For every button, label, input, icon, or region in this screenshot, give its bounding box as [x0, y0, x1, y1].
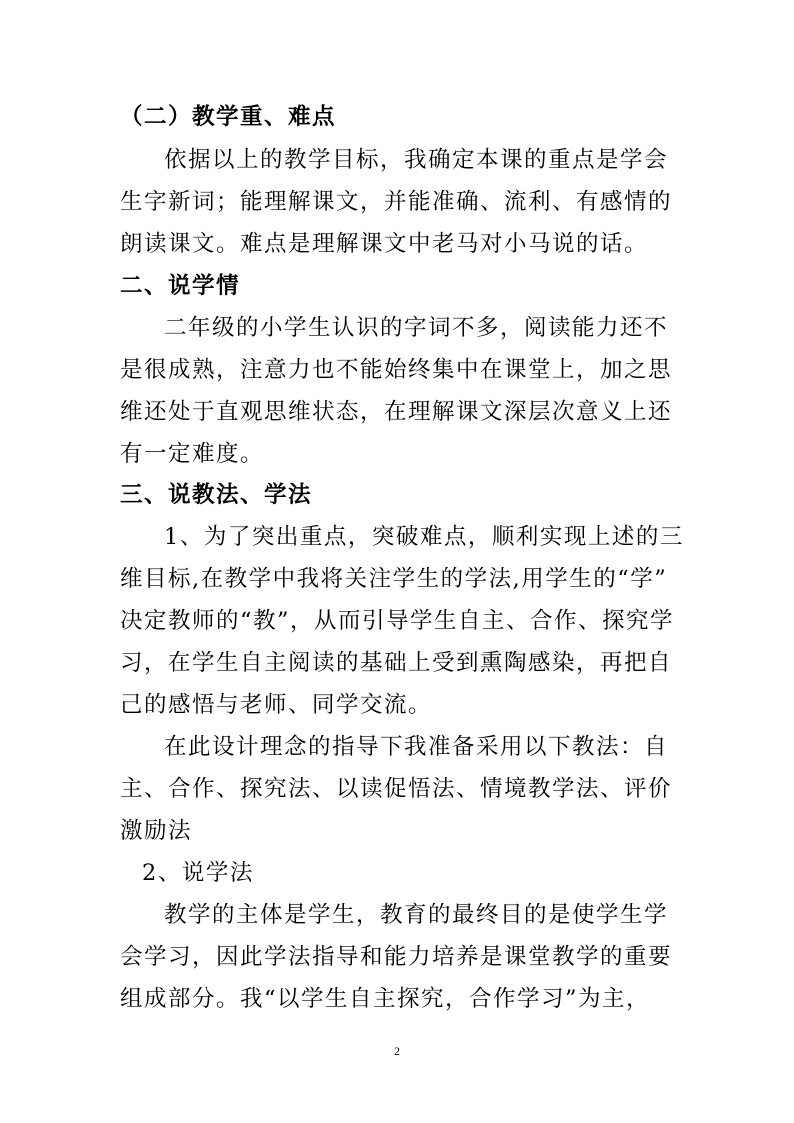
paragraph-line: 维目标,在教学中我将关注学生的学法,用学生的“学”: [120, 566, 668, 592]
paragraph-line: 在此设计理念的指导下我准备采用以下教法：自: [164, 734, 669, 760]
section-heading: （二）教学重、难点: [120, 104, 337, 130]
paragraph-line: 决定教师的“教”，从而引导学生自主、合作、探究学: [120, 608, 675, 634]
paragraph-line: 激励法: [120, 818, 193, 844]
paragraph-line: 己的感悟与老师、同学交流。: [120, 692, 433, 718]
paragraph-line: 生字新词；能理解课文，并能准确、流利、有感情的: [120, 189, 673, 215]
section-heading: 二、说学情: [120, 273, 241, 299]
paragraph-line: 习，在学生自主阅读的基础上受到熏陶感染，再把自: [120, 650, 673, 676]
paragraph-line: 是很成熟，注意力也不能始终集中在课堂上，加之思: [120, 357, 673, 383]
paragraph-line: 组成部分。我“以学生自主探究，合作学习”为主，: [120, 986, 651, 1012]
paragraph-line: 会学习，因此学法指导和能力培养是课堂教学的重要: [120, 944, 673, 970]
paragraph-line: 主、合作、探究法、以读促悟法、情境教学法、评价: [120, 776, 673, 802]
paragraph-line: 教学的主体是学生，教育的最终目的是使学生学: [164, 902, 669, 928]
paragraph-line: 有一定难度。: [120, 441, 265, 467]
paragraph-line: 维还处于直观思维状态，在理解课文深层次意义上还: [120, 399, 673, 425]
page-number: 2: [394, 1044, 400, 1058]
paragraph-line: 朗读课文。难点是理解课文中老马对小马说的话。: [120, 231, 649, 257]
paragraph-line: 1、为了突出重点，突破难点，顺利实现上述的三: [164, 524, 684, 550]
paragraph-line: 二年级的小学生认识的字词不多，阅读能力还不: [164, 315, 669, 341]
paragraph-line: 依据以上的教学目标，我确定本课的重点是学会: [164, 147, 669, 173]
subsection-heading: 2、说学法: [142, 860, 254, 886]
section-heading: 三、说教法、学法: [120, 482, 313, 508]
